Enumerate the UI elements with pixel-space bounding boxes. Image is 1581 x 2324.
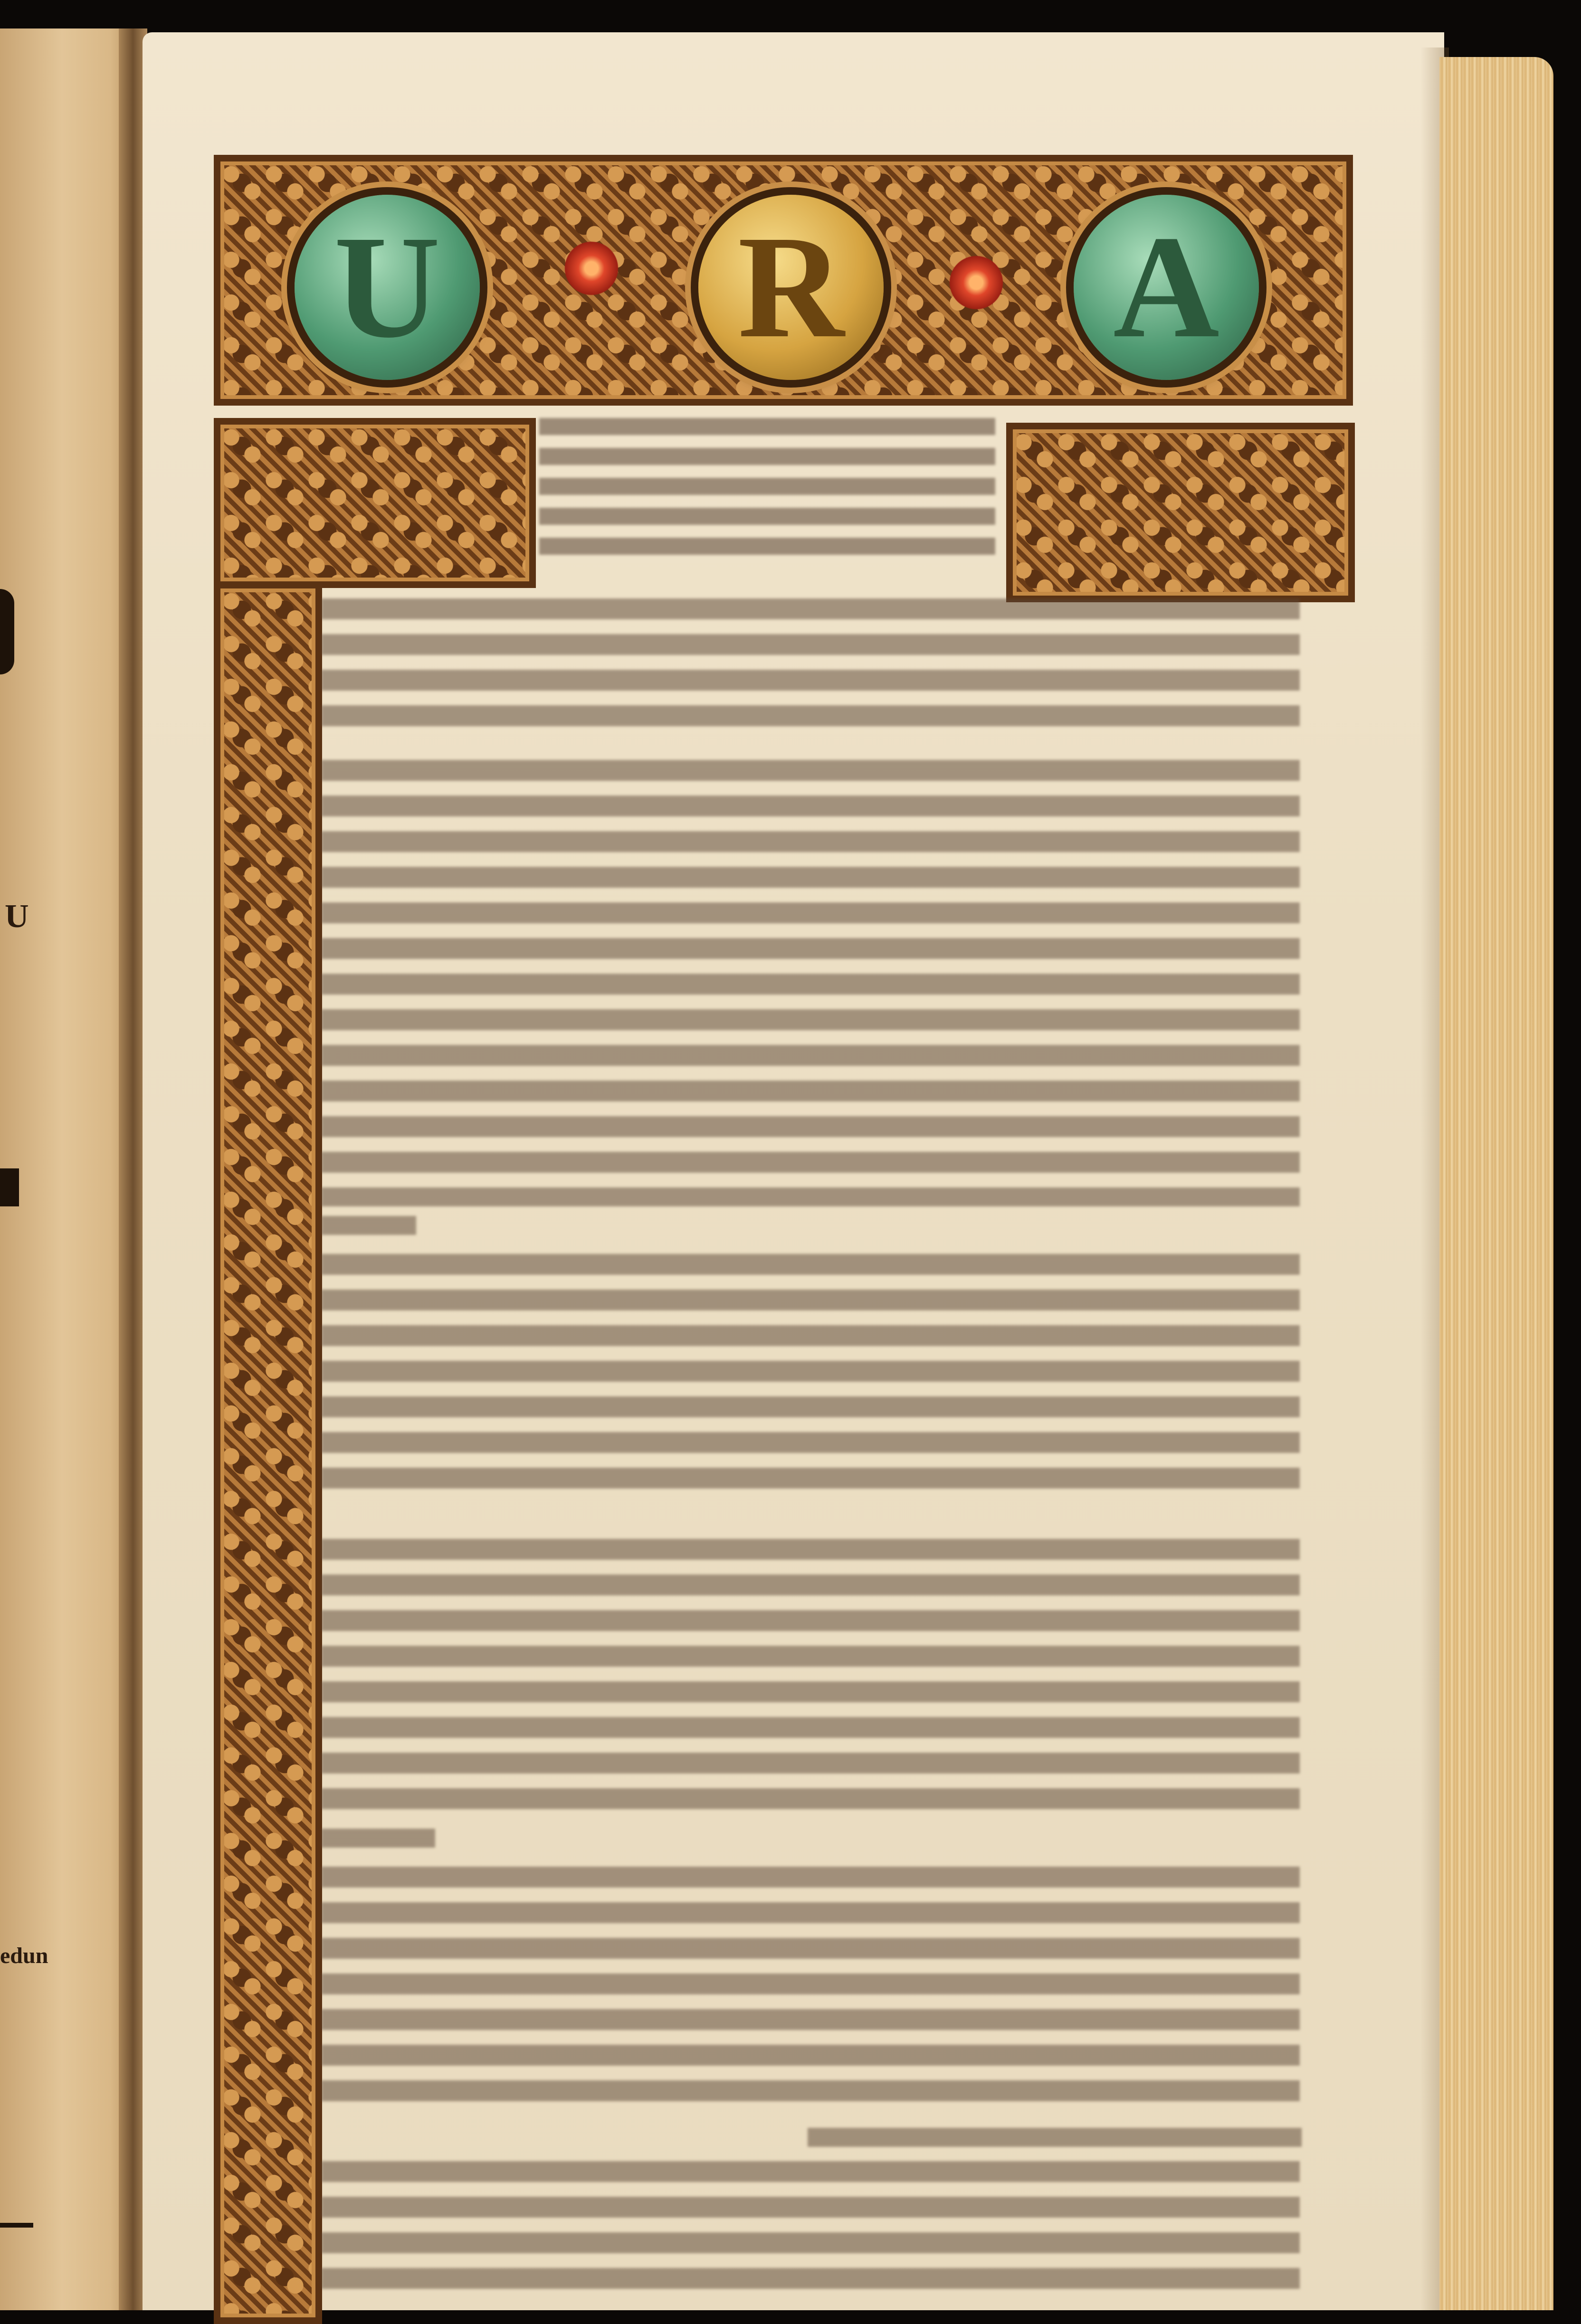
illegible-text-lines (321, 1254, 1300, 1501)
ornamental-corner-block (214, 418, 536, 588)
illegible-text-lines (808, 2128, 1302, 2147)
illegible-text-lines (321, 1216, 416, 1235)
medallion-letter: U (334, 206, 440, 369)
left-page-glyph: U (5, 898, 29, 935)
illegible-text-lines (321, 1867, 1300, 2114)
illegible-text-lines (321, 2161, 1300, 2304)
ornamental-corner-block (1006, 423, 1355, 602)
illegible-text-lines (539, 418, 995, 565)
medallion-gold-center (698, 195, 884, 380)
illegible-text-lines (321, 760, 1300, 1206)
left-page-glyph: edun (0, 1943, 48, 1968)
left-page (0, 28, 138, 2310)
medallion-green-right (1074, 195, 1259, 380)
left-page-mark (0, 2223, 33, 2228)
page-edges (1439, 57, 1553, 2310)
left-page-mark (0, 1168, 19, 1206)
left-page-mark (0, 589, 14, 674)
medallion-letter: A (1113, 206, 1219, 369)
illegible-text-lines (321, 598, 1300, 741)
illegible-text-lines (321, 1829, 435, 1848)
medallion-letter: R (738, 206, 844, 369)
red-flower-ornament (561, 237, 622, 299)
red-flower-ornament (945, 252, 1007, 313)
ornamental-left-border (214, 582, 322, 2324)
medallion-green-left (295, 195, 480, 380)
illegible-text-lines (321, 1539, 1300, 1814)
